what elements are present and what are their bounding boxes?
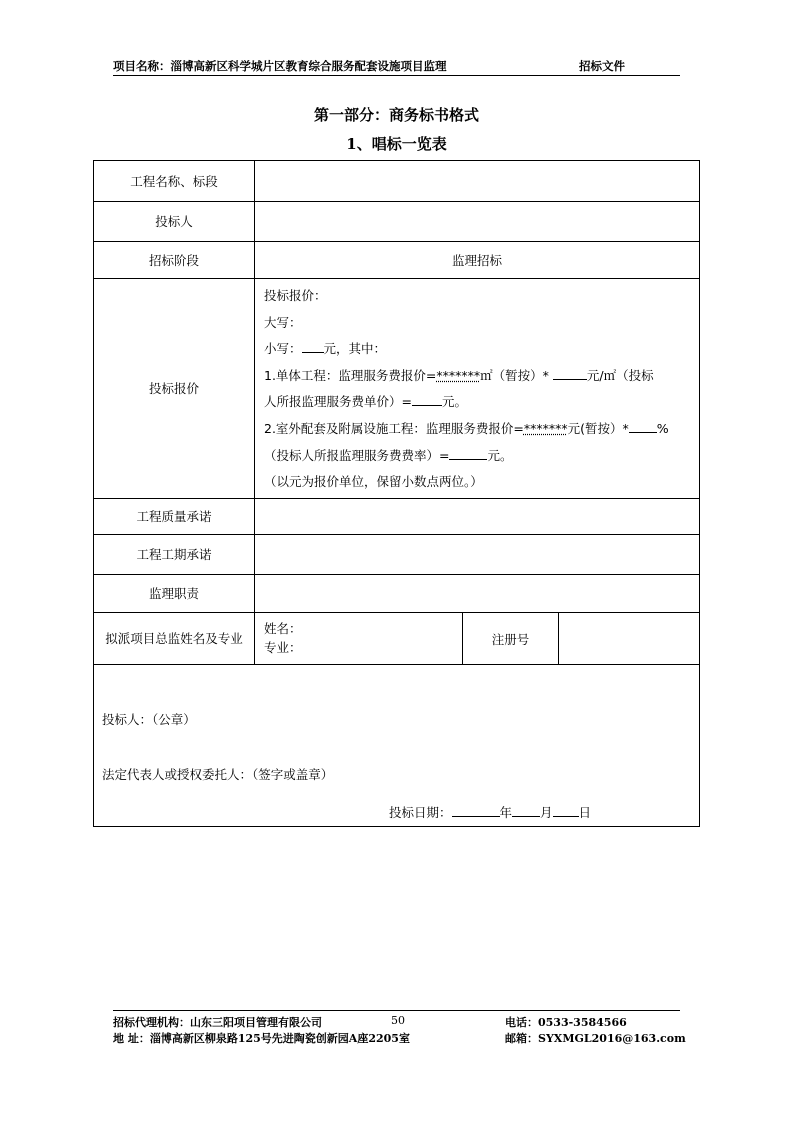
page-header bbox=[113, 56, 680, 76]
part-title: 第一部分：商务标书格式 bbox=[313, 106, 479, 124]
footer-phone: 电话：0533-3584566 bbox=[505, 1016, 627, 1029]
supervisor-specialty-label: 专业： bbox=[264, 640, 302, 655]
date-prefix: 投标日期： bbox=[389, 805, 452, 820]
supervisor-label: 拟派项目总监姓名及专业 bbox=[94, 613, 255, 664]
row-supervisor bbox=[94, 613, 699, 665]
duty-value-field[interactable] bbox=[255, 575, 699, 612]
price-item2-masked: ******* bbox=[523, 420, 568, 436]
price-capital: 大写： bbox=[264, 314, 302, 330]
bidder-value-field[interactable] bbox=[255, 202, 699, 241]
row-duty bbox=[94, 575, 699, 613]
price-item1-unit-blank[interactable] bbox=[553, 365, 587, 380]
registration-label: 注册号 bbox=[462, 613, 559, 664]
price-item2-line1 bbox=[264, 416, 694, 443]
footer-agency: 招标代理机构：山东三阳项目管理有限公司 bbox=[113, 1016, 322, 1029]
price-item1-mid: ㎡（暂按）* bbox=[480, 367, 549, 383]
price-item1-prefix: 1.单体工程：监理服务费报价= bbox=[264, 367, 437, 383]
price-label: 投标报价 bbox=[94, 279, 255, 498]
price-item1-line2-prefix: 人所报监理服务费单价）= bbox=[264, 394, 412, 410]
page-number: 50 bbox=[391, 1014, 405, 1027]
price-item1-line2-suffix: 元。 bbox=[441, 394, 467, 410]
price-lowercase-suffix: 元，其中： bbox=[323, 341, 387, 357]
row-price bbox=[94, 279, 699, 499]
date-year-blank[interactable] bbox=[452, 802, 500, 817]
footer-address: 地 址：淄博高新区柳泉路125号先进陶瓷创新园A座2205室 bbox=[113, 1032, 410, 1045]
page-footer bbox=[113, 1010, 686, 1046]
price-intro: 投标报价： bbox=[264, 288, 327, 303]
date-month-blank[interactable] bbox=[512, 802, 540, 817]
stage-label: 招标阶段 bbox=[94, 242, 255, 278]
quality-label: 工程质量承诺 bbox=[94, 499, 255, 534]
date-year-label: 年 bbox=[499, 805, 513, 820]
price-item1-total-blank[interactable] bbox=[412, 391, 442, 406]
header-project-name: 项目名称：淄博高新区科学城片区教育综合服务配套设施项目监理 bbox=[113, 59, 447, 73]
price-item1-line2 bbox=[264, 389, 694, 416]
price-lowercase-line bbox=[264, 336, 694, 363]
price-item1-line1 bbox=[264, 363, 694, 390]
row-quality bbox=[94, 499, 699, 535]
supervisor-name-label: 姓名： bbox=[264, 621, 302, 636]
schedule-value-field[interactable] bbox=[255, 535, 699, 574]
project-value-field[interactable] bbox=[255, 161, 699, 201]
price-details bbox=[264, 283, 694, 496]
price-item2-total-blank[interactable] bbox=[449, 445, 487, 460]
bidder-label: 投标人 bbox=[94, 202, 255, 241]
price-item2-unit: % bbox=[656, 420, 669, 436]
price-item1-masked: ******* bbox=[436, 367, 481, 383]
quality-value-field[interactable] bbox=[255, 499, 699, 534]
price-note: （以元为报价单位，保留小数点两位。） bbox=[264, 474, 483, 490]
price-item2-prefix: 2.室外配套及附属设施工程：监理服务费报价= bbox=[264, 420, 524, 436]
duty-label: 监理职责 bbox=[94, 575, 255, 612]
schedule-label: 工程工期承诺 bbox=[94, 535, 255, 574]
price-item2-mid: 元(暂按）* bbox=[567, 420, 629, 436]
section-title: 1、唱标一览表 bbox=[346, 135, 447, 153]
price-lowercase-blank[interactable] bbox=[302, 338, 324, 353]
signature-date bbox=[389, 802, 591, 821]
price-item1-unit: 元/㎡（投标 bbox=[586, 367, 654, 383]
footer-email: 邮箱：SYXMGL2016@163.com bbox=[505, 1032, 686, 1045]
price-item2-line2-prefix: （投标人所报监理服务费费率）= bbox=[264, 447, 450, 463]
date-day-label: 日 bbox=[578, 805, 592, 820]
signature-representative: 法定代表人或授权委托人：（签字或盖章） bbox=[102, 767, 334, 782]
date-month-label: 月 bbox=[540, 805, 553, 820]
row-project bbox=[94, 161, 699, 202]
header-document-type: 招标文件 bbox=[579, 59, 625, 73]
price-item2-rate-blank[interactable] bbox=[629, 418, 657, 433]
price-item2-line2 bbox=[264, 443, 694, 470]
price-item2-line2-suffix: 元。 bbox=[487, 447, 513, 463]
project-label: 工程名称、标段 bbox=[94, 161, 255, 201]
row-stage bbox=[94, 242, 699, 279]
price-lowercase-prefix: 小写： bbox=[264, 341, 302, 357]
stage-value: 监理招标 bbox=[451, 253, 502, 268]
row-bidder bbox=[94, 202, 699, 242]
signature-bidder: 投标人：（公章） bbox=[102, 712, 196, 727]
bid-summary-table bbox=[93, 160, 700, 827]
row-schedule bbox=[94, 535, 699, 575]
date-day-blank[interactable] bbox=[553, 802, 579, 817]
